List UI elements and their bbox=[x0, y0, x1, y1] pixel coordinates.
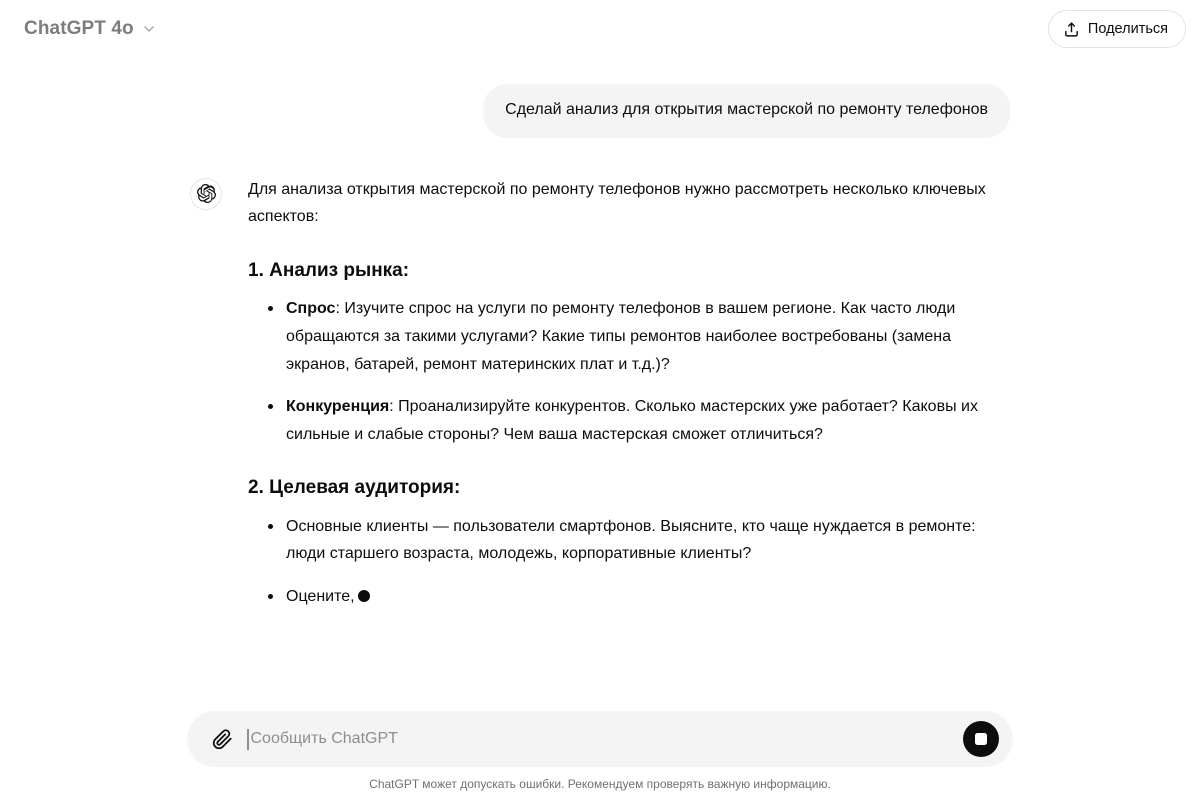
composer-placeholder: Сообщить ChatGPT bbox=[250, 730, 398, 747]
bullet-text: : Изучите спрос на услуги по ремонту телефонов в вашем регионе. Как часто люди обращаются за такими услугами? Какие типы ремонтов наиболее востребованы (замена экранов, батарей, ремонт материнских плат и т.д.)? bbox=[286, 300, 956, 373]
assistant-message-row bbox=[190, 176, 1010, 610]
model-switcher[interactable] bbox=[16, 12, 165, 46]
paperclip-icon bbox=[212, 729, 233, 750]
composer-area bbox=[0, 695, 1200, 795]
bullet-text: : Проанализируйте конкурентов. Сколько мастерских уже работает? Каковы их сильные и слабые стороны? Чем ваша мастерская сможет отличиться? bbox=[286, 398, 978, 443]
assistant-intro-paragraph: Для анализа открытия мастерской по ремонту телефонов нужно рассмотреть несколько ключевых аспектов: bbox=[248, 180, 986, 226]
attach-file-button[interactable] bbox=[205, 722, 239, 756]
bullet-lead-label: Спрос bbox=[286, 300, 336, 318]
avatar bbox=[190, 178, 222, 210]
streaming-cursor-icon bbox=[358, 590, 370, 602]
bullet-text: Основные клиенты — пользователи смартфонов. Выясните, кто чаще нуждается в ремонте: люди старшего возраста, молодежь, корпоративные клиенты? bbox=[286, 517, 976, 563]
bullet-lead-label: Конкуренция bbox=[286, 398, 390, 416]
assistant-message-body bbox=[248, 176, 1010, 610]
disclaimer-text: ChatGPT может допускать ошибки. Рекомендуем проверять важную информацию. bbox=[369, 777, 831, 792]
list-item bbox=[248, 513, 1010, 568]
conversation-thread[interactable] bbox=[0, 58, 1200, 695]
section-bullets-1 bbox=[248, 295, 1010, 448]
list-item bbox=[248, 295, 1010, 378]
stop-square-icon bbox=[975, 733, 987, 745]
user-message-bubble: Сделай анализ для открытия мастерской по ремонту телефонов bbox=[483, 84, 1010, 138]
page-title: ChatGPT 4o bbox=[24, 18, 134, 39]
list-item bbox=[248, 393, 1010, 448]
message-input[interactable] bbox=[247, 711, 963, 767]
stop-generating-button[interactable] bbox=[963, 721, 999, 757]
user-message-row bbox=[190, 84, 1010, 138]
share-button[interactable] bbox=[1048, 10, 1186, 48]
list-item bbox=[248, 583, 1010, 611]
section-heading-1: 1. Анализ рынка: bbox=[248, 259, 410, 281]
section-heading-2: 2. Целевая аудитория: bbox=[248, 477, 461, 499]
section-bullets-2 bbox=[248, 513, 1010, 611]
text-caret bbox=[247, 729, 249, 750]
openai-logo-icon bbox=[197, 184, 216, 203]
share-button-label: Поделиться bbox=[1087, 21, 1168, 37]
chevron-down-icon bbox=[141, 21, 157, 37]
message-composer[interactable] bbox=[187, 711, 1013, 767]
share-upload-icon bbox=[1063, 21, 1080, 38]
bullet-text: Оцените, bbox=[286, 587, 355, 605]
top-header bbox=[0, 0, 1200, 58]
